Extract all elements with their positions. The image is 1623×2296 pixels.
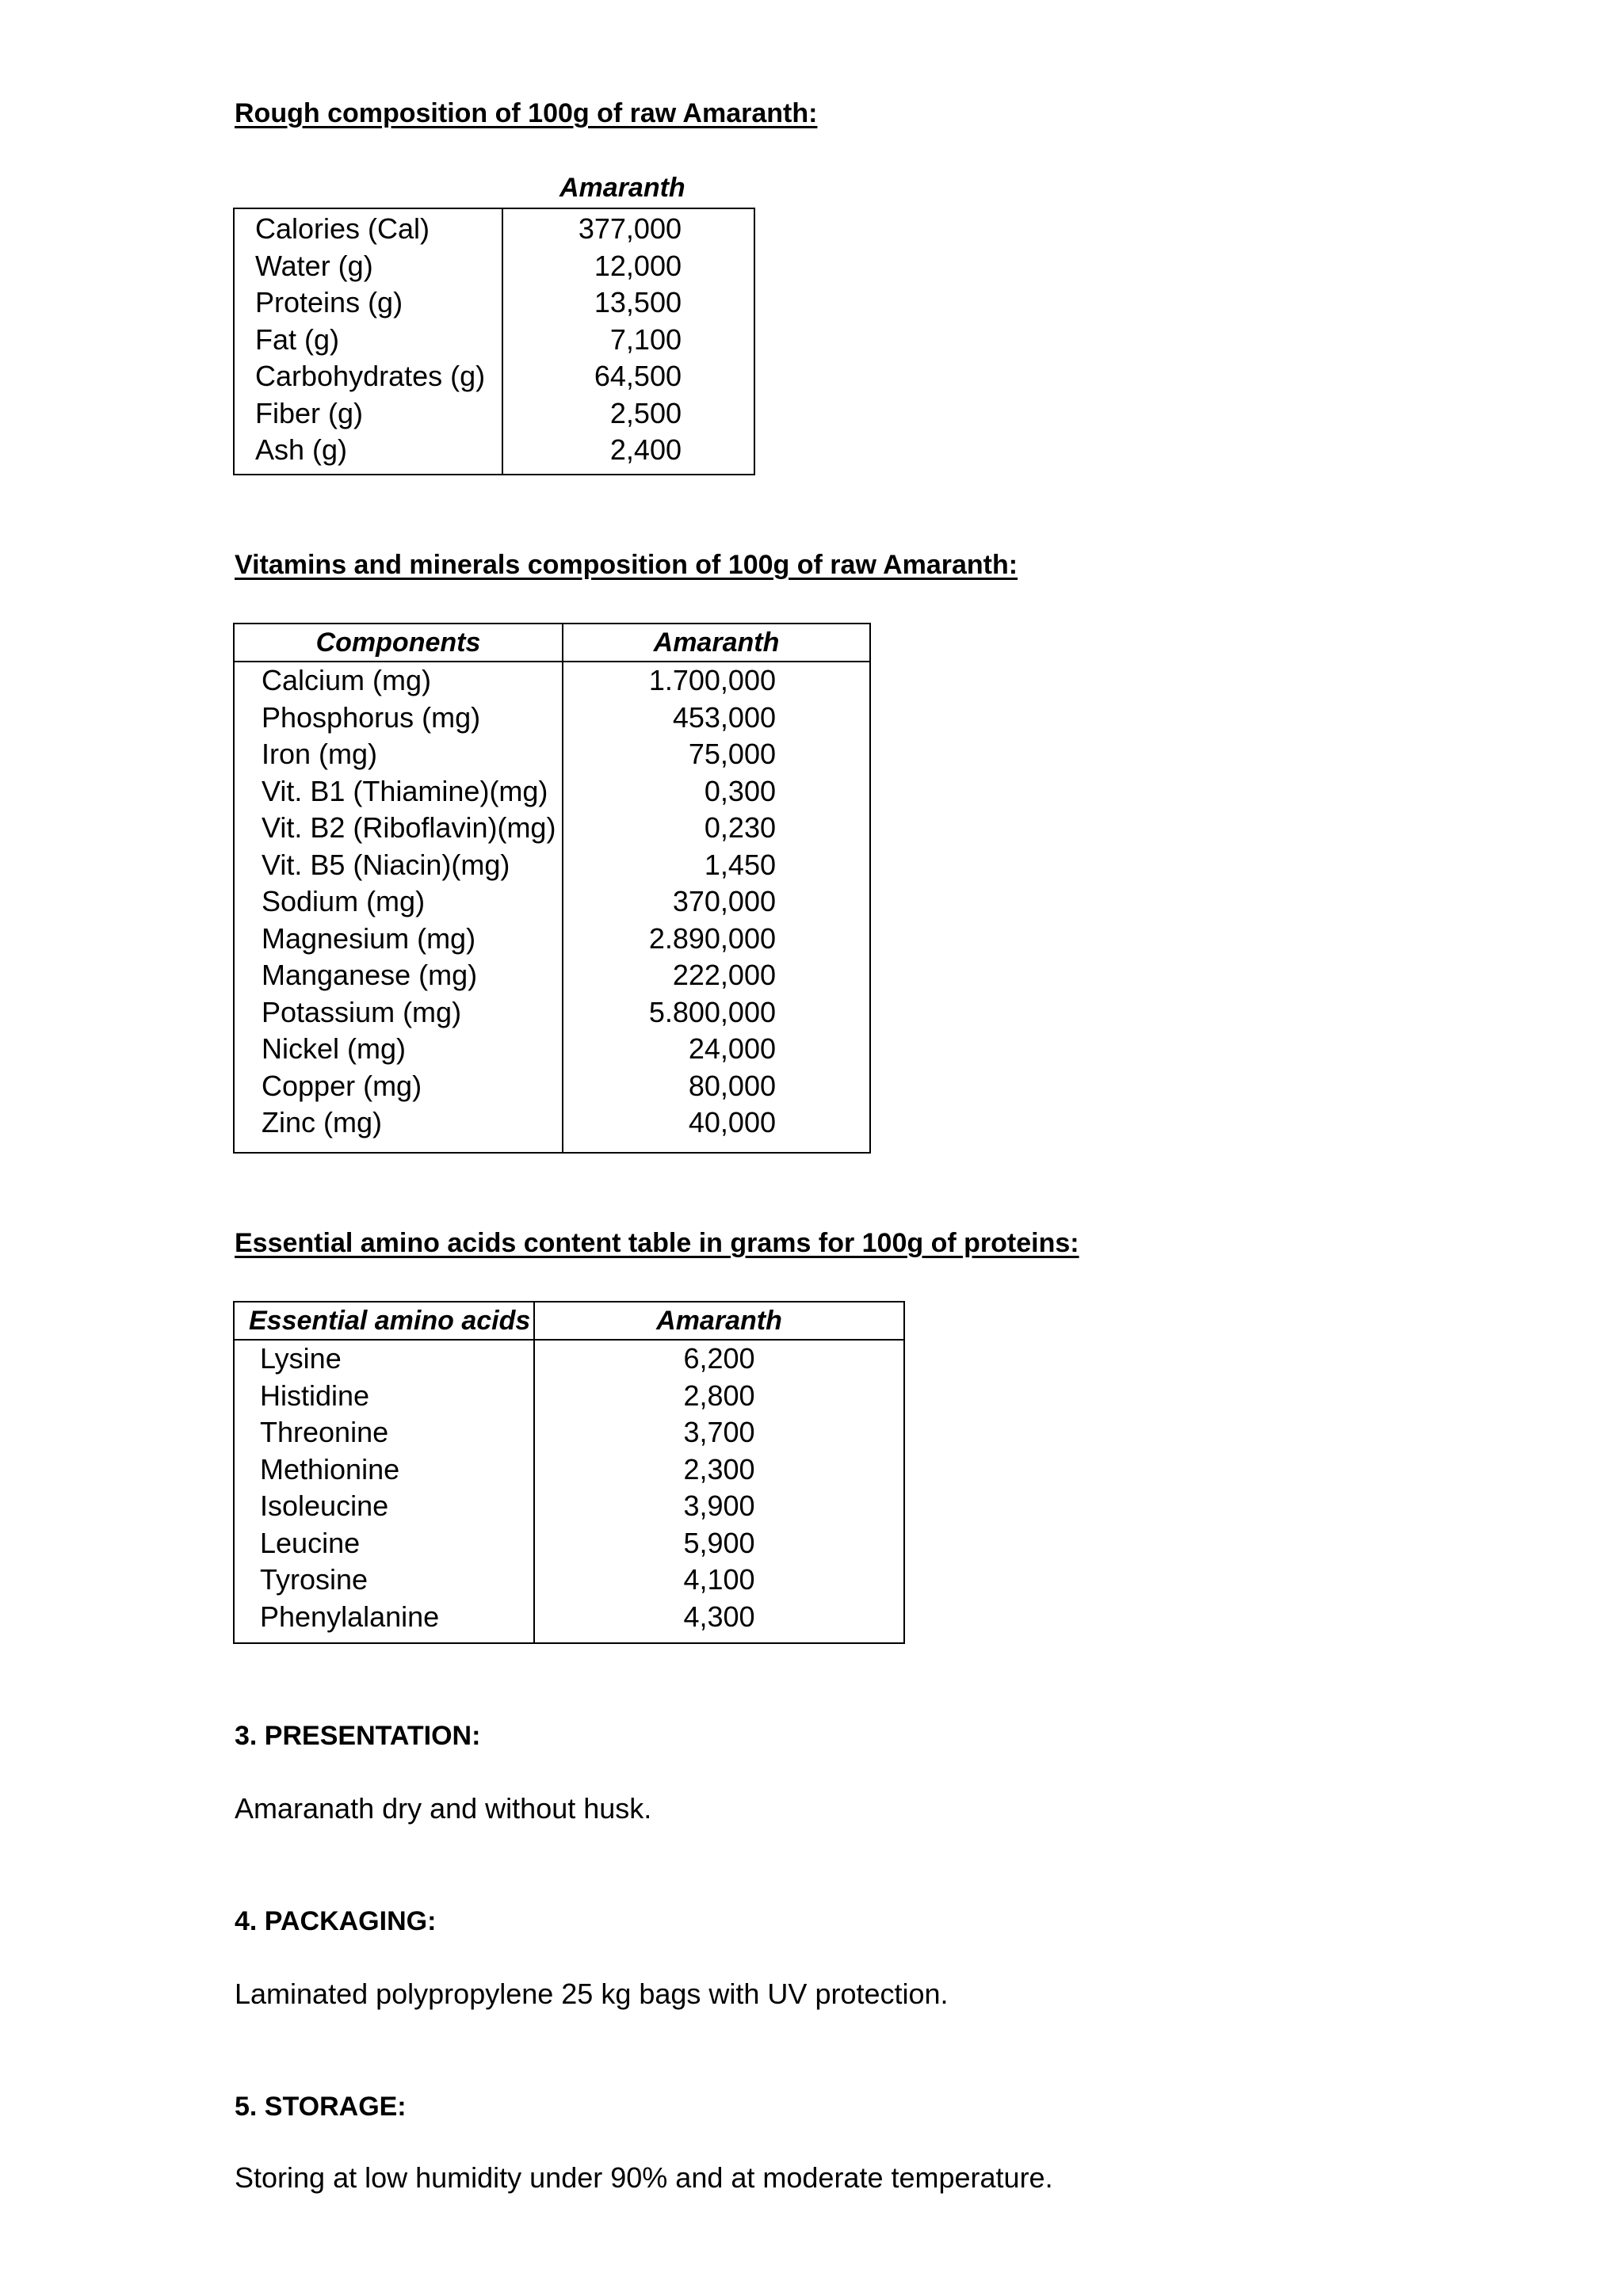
- amaranth-header: Amaranth: [656, 1306, 782, 1336]
- table-row-value: 5,900: [683, 1526, 755, 1559]
- table-row-label: Copper (mg): [262, 1069, 422, 1102]
- table-row-label: Calories (Cal): [255, 212, 430, 245]
- table-row-value: 1,450: [704, 848, 776, 881]
- components-header: Components: [315, 627, 481, 658]
- table-row-value: 370,000: [672, 885, 776, 917]
- storage-title: 5. STORAGE:: [235, 2092, 407, 2122]
- table-row-label: Methionine: [260, 1452, 400, 1486]
- table-row-label: Vit. B1 (Thiamine)(mg): [262, 774, 548, 807]
- table-row-value: 6,200: [683, 1342, 755, 1375]
- table-row-value: 4,300: [683, 1600, 755, 1633]
- table-row-label: Potassium (mg): [262, 995, 462, 1028]
- table-row-value: 13,500: [594, 286, 682, 318]
- table-row-label: Vit. B2 (Riboflavin)(mg): [262, 811, 556, 844]
- packaging-title: 4. PACKAGING:: [235, 1906, 437, 1936]
- table-row-label: Calcium (mg): [262, 664, 432, 696]
- table-row-value: 453,000: [672, 700, 776, 734]
- table-row-value: 377,000: [578, 212, 682, 245]
- table-row-value: 1.700,000: [648, 664, 776, 696]
- table-row-value: 2,500: [609, 396, 682, 429]
- table-row-label: Vit. B5 (Niacin)(mg): [262, 848, 510, 881]
- table-row-value: 222,000: [672, 959, 776, 991]
- vitamins-minerals-heading: Vitamins and minerals composition of 100g of raw Amaranth:: [235, 550, 1018, 580]
- table-row-value: 80,000: [688, 1069, 776, 1102]
- vitamins-minerals-table: [233, 623, 871, 1154]
- table-row-label: Leucine: [260, 1526, 361, 1559]
- amaranth-header: Amaranth: [653, 627, 780, 658]
- table-row-label: Proteins (g): [255, 286, 403, 318]
- presentation-text: Amaranath dry and without husk.: [235, 1792, 652, 1825]
- table-row-value: 3,700: [683, 1416, 755, 1448]
- table-row-label: Magnesium (mg): [262, 921, 476, 955]
- presentation-title: 3. PRESENTATION:: [235, 1721, 481, 1751]
- table-row-label: Iron (mg): [262, 738, 378, 770]
- essential-amino-acids-header: Essential amino acids: [249, 1306, 531, 1336]
- rough-composition-column-header: Amaranth: [559, 173, 685, 203]
- table-row-label: Phenylalanine: [260, 1600, 440, 1633]
- table-row-label: Threonine: [260, 1416, 389, 1448]
- table-row-label: Histidine: [260, 1379, 370, 1412]
- table-row-label: Fat (g): [255, 322, 340, 356]
- table-row-label: Ash (g): [255, 433, 348, 466]
- table-row-value: 40,000: [688, 1106, 776, 1138]
- table-row-value: 3,900: [683, 1489, 755, 1522]
- table-row-label: Phosphorus (mg): [262, 700, 481, 734]
- table-row-value: 2.890,000: [648, 921, 776, 955]
- table-row-label: Nickel (mg): [262, 1032, 407, 1065]
- table-row-label: Sodium (mg): [262, 885, 426, 917]
- table-row-label: Water (g): [255, 249, 373, 282]
- rough-composition-table: [233, 208, 755, 475]
- table-row-label: Tyrosine: [260, 1563, 369, 1596]
- table-row-value: 4,100: [683, 1563, 755, 1596]
- table-row-value: 24,000: [688, 1032, 776, 1065]
- table-row-value: 2,400: [609, 433, 682, 466]
- table-row-value: 64,500: [594, 360, 682, 392]
- amino-acids-table: [233, 1301, 905, 1644]
- table-row-value: 12,000: [594, 249, 682, 282]
- table-row-value: 2,300: [683, 1452, 755, 1486]
- table-row-value: 7,100: [609, 322, 682, 356]
- table-row-label: Lysine: [260, 1342, 342, 1375]
- rough-composition-heading: Rough composition of 100g of raw Amaranth:: [235, 98, 818, 128]
- table-row-label: Manganese (mg): [262, 959, 478, 991]
- table-row-value: 0,300: [704, 774, 776, 807]
- table-row-label: Isoleucine: [260, 1489, 389, 1522]
- table-row-value: 2,800: [683, 1379, 755, 1412]
- table-row-value: 5.800,000: [648, 995, 776, 1028]
- table-row-label: Carbohydrates (g): [255, 360, 486, 392]
- table-row-value: 75,000: [688, 738, 776, 770]
- table-row-label: Zinc (mg): [262, 1106, 382, 1138]
- packaging-text: Laminated polypropylene 25 kg bags with UV protection.: [235, 1978, 949, 2010]
- amino-acids-heading: Essential amino acids content table in grams for 100g of proteins:: [235, 1228, 1079, 1258]
- storage-text: Storing at low humidity under 90% and at moderate temperature.: [235, 2161, 1053, 2194]
- table-row-value: 0,230: [704, 811, 776, 844]
- table-row-label: Fiber (g): [255, 396, 364, 429]
